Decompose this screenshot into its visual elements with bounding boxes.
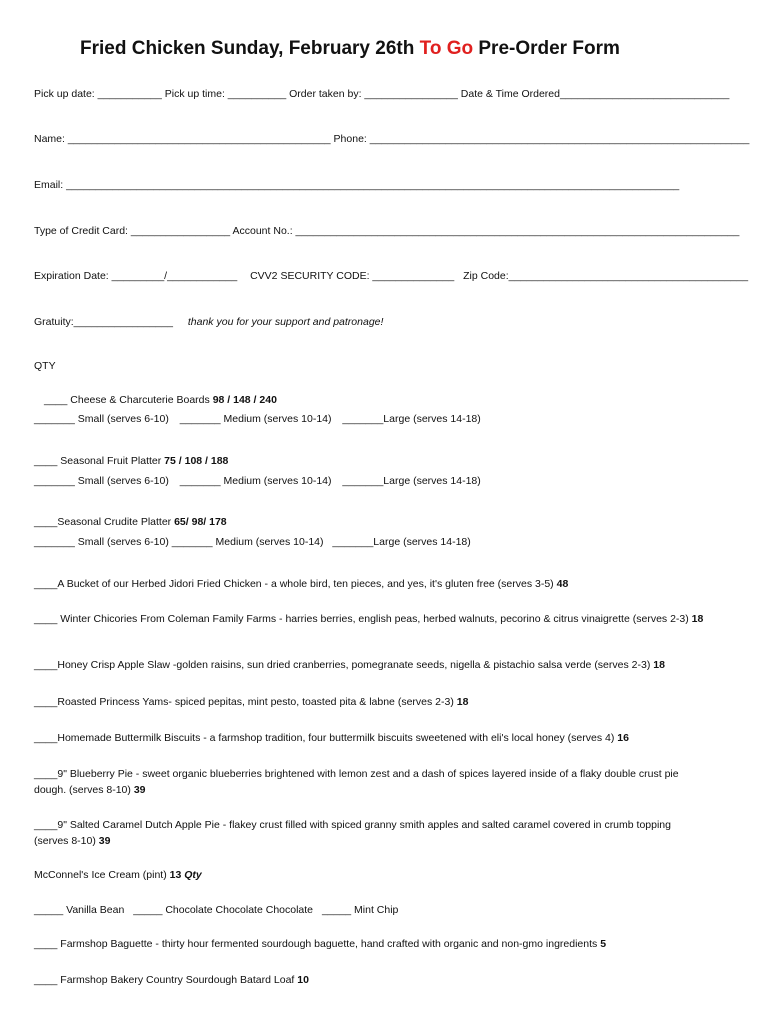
fruit-medium-option[interactable]: _______ Medium (serves 10-14) [179,475,332,487]
ice-cream-text: McConnel's Ice Cream (pint) [34,869,167,881]
apple-slaw-price: 18 [653,659,665,671]
fried-chicken-text: ____A Bucket of our Herbed Jidori Fried Chicken - a whole bird, ten pieces, and yes, it's gluten free (serves 3-5) [34,578,554,590]
batard-price: 10 [297,974,309,986]
apple-pie-price: 39 [98,835,111,847]
ice-cream-price: 13 [169,869,182,881]
expiration-date-field[interactable]: Expiration Date: _________/____________ [34,270,238,282]
title-part-2: Pre-Order Form [473,38,620,59]
chocolate-option[interactable]: _____ Chocolate Chocolate Chocolate [133,904,314,916]
apple-slaw-item[interactable] [34,659,665,671]
zip-code-field[interactable]: Zip Code:_________________________________________ [463,270,749,282]
crudite-platter-prices: 65/ 98/ 178 [174,516,227,528]
form-title [80,38,620,60]
crudite-platter-sizes [34,536,471,548]
batard-item[interactable] [34,974,309,986]
cheese-board-label[interactable]: ____ Cheese & Charcuterie Boards [44,394,210,406]
phone-field[interactable]: Phone: _________________________________________________________________ [333,133,750,145]
fruit-small-option[interactable]: _______ Small (serves 6-10) [34,475,169,487]
gratuity-row [34,316,383,328]
name-phone-row [34,133,749,145]
name-field[interactable]: Name: _____________________________________________ [34,133,331,145]
credit-card-row [34,225,739,237]
thank-you-note: thank you for your support and patronage! [187,316,384,328]
cheese-large-option[interactable]: _______Large (serves 14-18) [342,413,481,425]
qty-heading: QTY [34,360,56,372]
winter-chicories-item[interactable] [34,611,744,627]
blueberry-pie-item[interactable] [34,766,699,798]
order-taken-by-field[interactable]: Order taken by: ________________ [289,88,458,100]
mint-chip-option[interactable]: _____ Mint Chip [321,904,399,916]
fruit-platter-prices: 75 / 108 / 188 [164,455,229,467]
crudite-large-option[interactable]: _______Large (serves 14-18) [332,536,471,548]
baguette-text: ____ Farmshop Baguette - thirty hour fermented sourdough baguette, hand crafted with organic and non-gmo ingredients [34,938,598,950]
title-to-go: To Go [419,38,474,59]
ice-cream-flavors [34,904,398,916]
princess-yams-item[interactable] [34,696,468,708]
buttermilk-biscuits-text: ____Homemade Buttermilk Biscuits - a farmshop tradition, four buttermilk biscuits sweetened with eli's local honey (serves 4) [34,732,615,744]
vanilla-bean-option[interactable]: _____ Vanilla Bean [34,904,125,916]
crudite-small-option[interactable]: _______ Small (serves 6-10) [34,536,169,548]
fried-chicken-item[interactable] [34,578,568,590]
fried-chicken-price: 48 [556,578,569,590]
blueberry-pie-text: ____9" Blueberry Pie - sweet organic blueberries brightened with lemon zest and a dash of spices layered inside of a flaky double crust pie dough. (serves 8-10) [34,768,679,796]
pickup-date-field[interactable]: Pick up date: ___________ [34,88,162,100]
baguette-item[interactable] [34,938,606,950]
crudite-platter-label[interactable]: ____Seasonal Crudite Platter [34,516,172,528]
cheese-small-option[interactable]: _______ Small (serves 6-10) [34,413,169,425]
baguette-price: 5 [600,938,607,950]
cheese-medium-option[interactable]: _______ Medium (serves 10-14) [179,413,332,425]
ice-cream-item [34,869,202,881]
credit-card-type-field[interactable]: Type of Credit Card: _________________ [34,225,231,237]
blueberry-pie-price: 39 [133,784,146,796]
cvv2-field[interactable]: CVV2 SECURITY CODE: ______________ [250,270,455,282]
cheese-board-item [44,394,277,406]
fruit-platter-sizes [34,475,481,487]
title-part-1: Fried Chicken Sunday, February 26th [80,38,420,59]
fruit-platter-label[interactable]: ____ Seasonal Fruit Platter [34,455,162,467]
date-time-ordered-field[interactable]: Date & Time Ordered_____________________________ [460,88,730,100]
cheese-board-sizes [34,413,481,425]
account-number-field[interactable]: Account No.: ____________________________________________________________________________ [232,225,740,237]
expiration-row [34,270,748,282]
crudite-medium-option[interactable]: _______ Medium (serves 10-14) [171,536,324,548]
pickup-time-field[interactable]: Pick up time: __________ [164,88,287,100]
princess-yams-price: 18 [456,696,469,708]
order-info-row [34,88,729,100]
ice-cream-qty-label: Qty [184,869,202,881]
buttermilk-biscuits-price: 16 [617,732,629,744]
cheese-board-prices: 98 / 148 / 240 [212,394,277,406]
winter-chicories-price: 18 [691,613,704,625]
buttermilk-biscuits-item[interactable] [34,732,629,744]
apple-pie-item[interactable] [34,817,694,849]
winter-chicories-text: ____ Winter Chicories From Coleman Family Farms - harries berries, english peas, herbed walnuts, pecorino & citrus vinaigrette (serves 2-3) [34,613,689,625]
princess-yams-text: ____Roasted Princess Yams- spiced pepitas, mint pesto, toasted pita & labne (serves 2-3) [34,696,454,708]
gratuity-field[interactable]: Gratuity:_________________ [34,316,173,328]
fruit-platter-item [34,455,228,467]
crudite-platter-item [34,516,227,528]
fruit-large-option[interactable]: _______Large (serves 14-18) [342,475,481,487]
batard-text: ____ Farmshop Bakery Country Sourdough Batard Loaf [34,974,295,986]
apple-pie-text: ____9" Salted Caramel Dutch Apple Pie - flakey crust filled with spiced granny smith apples and salted caramel covered in crumb topping (serves 8-10) [34,819,671,847]
email-field[interactable]: Email: _________________________________________________________________________________________________________ [34,179,680,191]
apple-slaw-text: ____Honey Crisp Apple Slaw -golden raisins, sun dried cranberries, pomegranate seeds, nigella & pistachio salsa verde (serves 2-3) [34,659,651,671]
